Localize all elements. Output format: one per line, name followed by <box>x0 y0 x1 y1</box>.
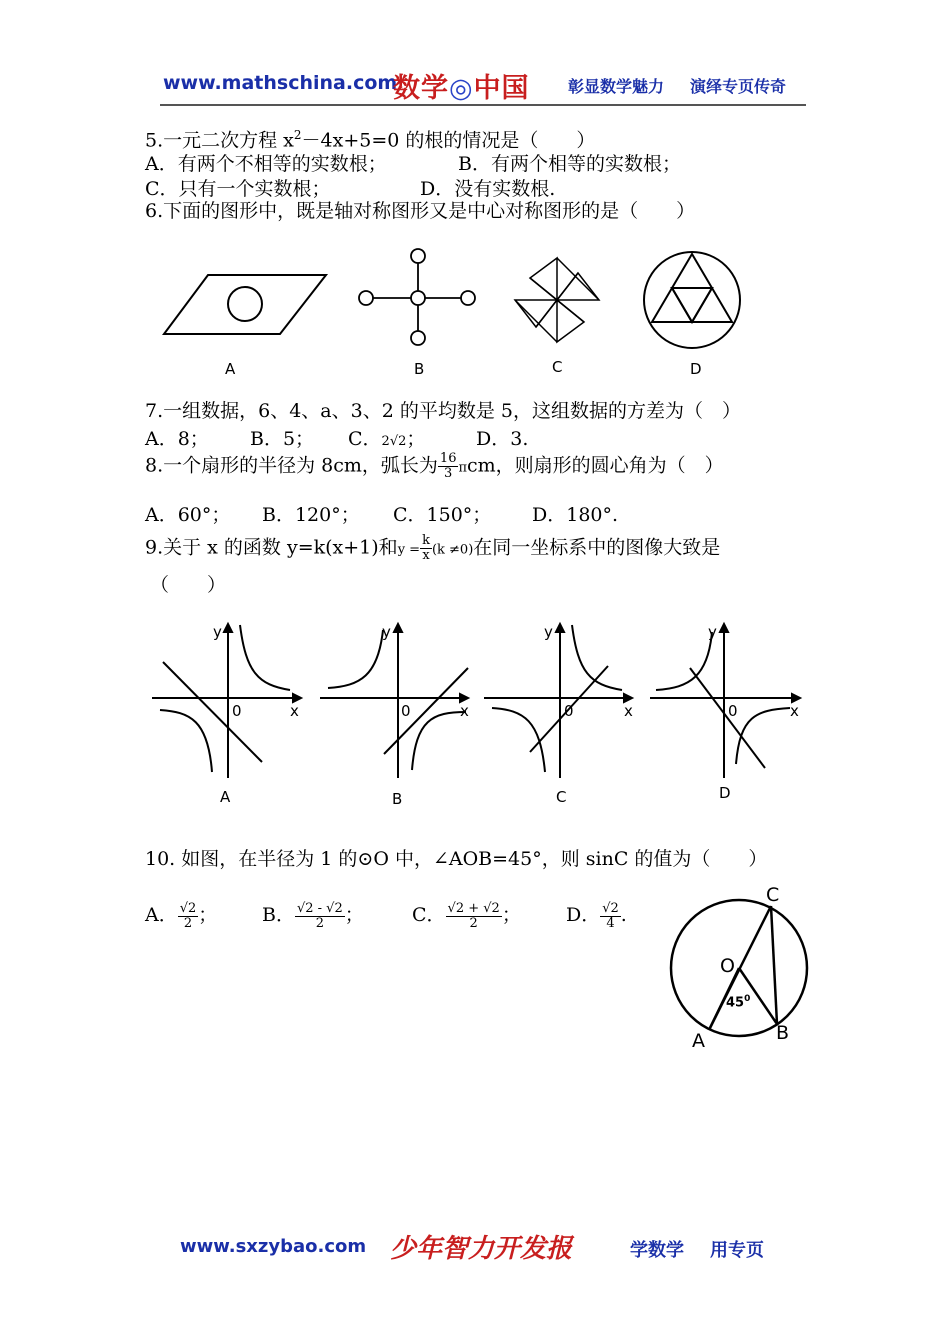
q10-option-c-sep: ； <box>501 904 521 926</box>
q7-option-c-value: 2√2 <box>381 434 407 449</box>
q9-frac-num: k <box>422 533 430 548</box>
q9-label-c: C <box>556 788 567 806</box>
q9-stem-part2: 在同一坐标系中的图像大致是 <box>473 536 721 559</box>
q10-label-o: O <box>720 955 735 977</box>
q8-option-d: D．180°. <box>532 504 619 526</box>
q10-option-d-end: . <box>620 904 627 926</box>
header-slogan-1: 彰显数学魅力 <box>568 77 665 96</box>
q6-label-c: C <box>552 358 563 376</box>
q10-label-a: A <box>692 1030 705 1052</box>
footer-slogan-2: 用专页 <box>710 1240 764 1261</box>
q6-label-a: A <box>225 360 236 378</box>
q10-stem: 10. 如图，在半径为 1 的⊙O 中，∠AOB=45°，则 sinC 的值为（ ） <box>145 848 768 870</box>
q5-stem-part1: 5.一元二次方程 x <box>145 129 294 152</box>
q5-option-b: B．有两个相等的实数根； <box>458 153 681 175</box>
q9-label-d: D <box>719 784 731 802</box>
q8-stem-part2: cm，则扇形的圆心角为（ ） <box>467 454 724 477</box>
q10-option-b-prefix: B． <box>262 904 295 926</box>
q6-stem: 6.下面的图形中，既是轴对称图形又是中心对称图形的是（ ） <box>145 200 696 222</box>
q10-angle-value: 45 <box>726 995 745 1011</box>
q8-pi: π <box>458 460 468 476</box>
q7-option-d: D．3. <box>476 428 529 450</box>
q10-option-b-den: 2 <box>315 915 324 931</box>
q7-option-c-prefix: C． <box>348 428 382 450</box>
q7-option-a: A．8； <box>145 428 209 450</box>
q10-label-c: C <box>766 884 780 906</box>
q5-option-d: D．没有实数根. <box>420 178 556 200</box>
q9-b-axis-y: y <box>382 623 391 641</box>
q10-option-d-prefix: D． <box>566 904 601 926</box>
q10-option-b-num: √2 - √2 <box>296 900 343 916</box>
q9-a-origin: 0 <box>232 702 242 720</box>
q9-d-axis-x: x <box>790 702 799 720</box>
q7-option-b: B．5； <box>250 428 315 450</box>
q6-label-d: D <box>690 360 702 378</box>
header-url[interactable]: www.mathschina.com <box>163 72 398 94</box>
q10-option-a-prefix: A． <box>145 904 178 926</box>
q8-option-c: C．150°； <box>393 504 492 526</box>
q8-frac-num: 16 <box>439 451 457 466</box>
logo-emblem-icon: ◎ <box>449 73 474 104</box>
footer-brand-logo: 少年智力开发报 <box>390 1234 573 1264</box>
q5-option-a: A．有两个不相等的实数根； <box>145 153 387 175</box>
q10-option-a-sep: ； <box>198 904 218 926</box>
q10-option-c-num: √2 + √2 <box>447 900 500 916</box>
q10-option-d-num: √2 <box>602 900 619 916</box>
q9-c-axis-x: x <box>624 702 633 720</box>
q9-label-a: A <box>220 788 231 806</box>
q9-d-origin: 0 <box>728 702 738 720</box>
q10-option-c-prefix: C． <box>412 904 446 926</box>
q9-func-y: y = <box>397 542 421 558</box>
q5-exponent: 2 <box>293 128 302 142</box>
q6-label-b: B <box>414 360 425 378</box>
q10-option-a-den: 2 <box>183 915 193 931</box>
q9-frac-den: x <box>422 548 430 563</box>
q10-label-b: B <box>776 1022 790 1044</box>
q8-frac-den: 3 <box>444 466 453 481</box>
q9-c-axis-y: y <box>544 623 553 641</box>
q9-a-axis-y: y <box>213 623 222 641</box>
q9-c-origin: 0 <box>564 702 574 720</box>
q9-b-axis-x: x <box>460 702 469 720</box>
q8-option-a: A．60°； <box>145 504 231 526</box>
q10-option-d-den: 4 <box>606 915 615 931</box>
q5-option-c: C．只有一个实数根； <box>145 178 331 200</box>
q9-b-origin: 0 <box>401 702 411 720</box>
q7-stem: 7.一组数据，6、4、a、3、2 的平均数是 5，这组数据的方差为（ ） <box>145 400 741 422</box>
q10-option-b-sep: ； <box>344 904 364 926</box>
header-slogan-2: 演绎专页传奇 <box>690 77 787 96</box>
q9-stem-part1: 9.关于 x 的函数 y=k(x+1)和 <box>145 536 398 559</box>
q9-condition: (k ≠0) <box>431 542 474 558</box>
q7-option-c-suffix: ； <box>406 428 426 450</box>
q9-a-axis-x: x <box>290 702 299 720</box>
q8-stem-part1: 8.一个扇形的半径为 8cm，弧长为 <box>145 454 438 477</box>
q10-option-a-num: √2 <box>179 900 197 916</box>
q10-angle-degree: 0 <box>744 994 751 1004</box>
q8-option-b: B．120°； <box>262 504 360 526</box>
q9-answer-paren: （ ） <box>150 574 227 596</box>
logo-text-left: 数学 <box>393 73 449 104</box>
q10-option-c-den: 2 <box>469 915 478 931</box>
logo-text-right: 中国 <box>473 73 530 104</box>
q9-label-b: B <box>392 790 403 808</box>
q9-d-axis-y: y <box>708 623 717 641</box>
q10-angle-label <box>726 994 750 1010</box>
footer-slogan-1: 学数学 <box>630 1240 684 1261</box>
footer-url[interactable]: www.sxzybao.com <box>180 1236 367 1257</box>
q5-stem-part2: －4x+5=0 的根的情况是（ ） <box>301 129 596 152</box>
